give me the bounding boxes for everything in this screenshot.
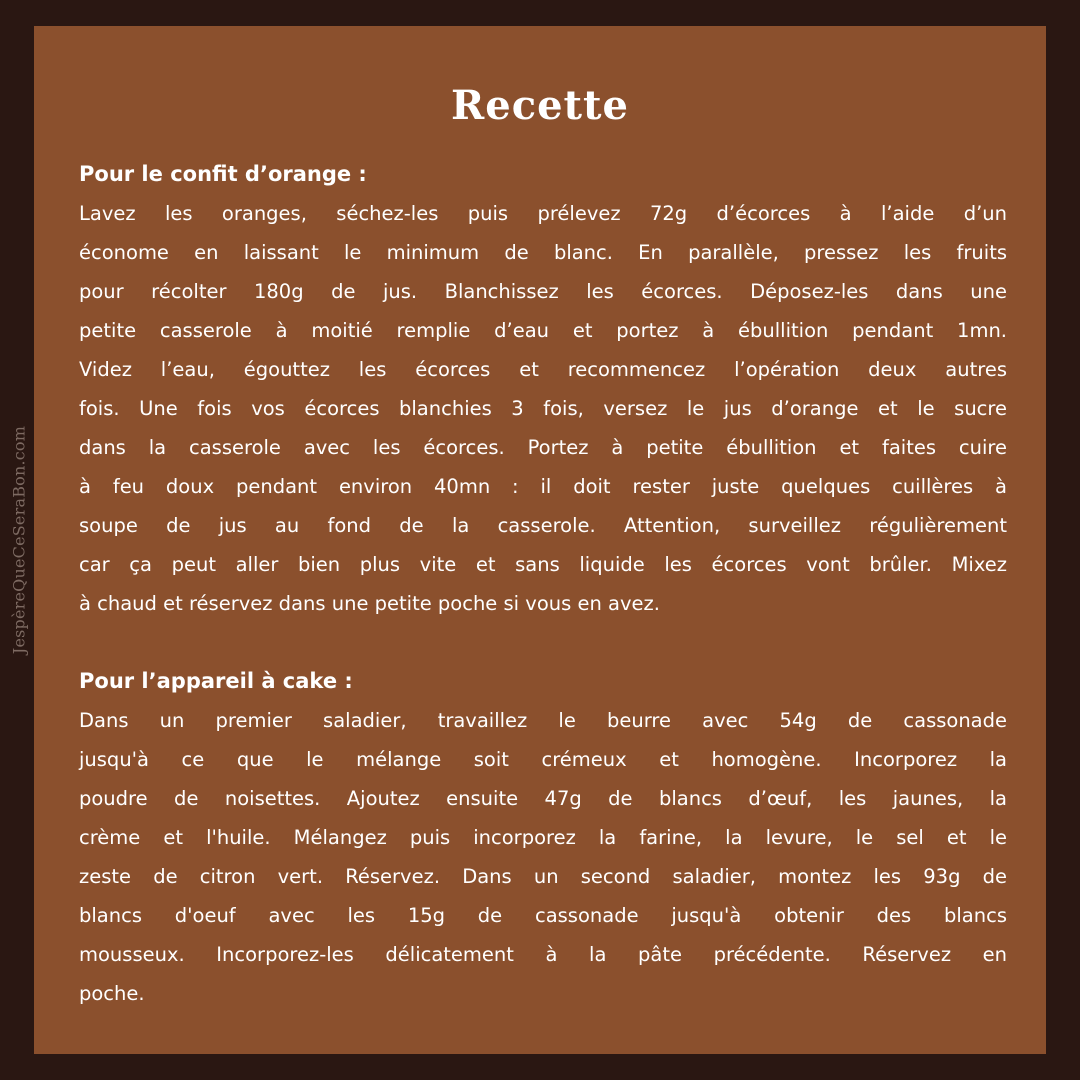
section-body — [79, 701, 1007, 1013]
recipe-card — [34, 26, 1046, 1054]
body-line: Videz l’eau, égouttez les écorces et recommencez l’opération deux autres — [79, 358, 1007, 381]
body-line: à chaud et réservez dans une petite poche si vous en avez. — [79, 592, 660, 615]
body-line: soupe de jus au fond de la casserole. Attention, surveillez régulièrement — [79, 514, 1007, 537]
body-line: poche. — [79, 982, 145, 1005]
body-line: Dans un premier saladier, travaillez le beurre avec 54g de cassonade — [79, 709, 1007, 732]
body-line: dans la casserole avec les écorces. Portez à petite ébullition et faites cuire — [79, 436, 1007, 459]
body-line: jusqu'à ce que le mélange soit crémeux et homogène. Incorporez la — [79, 748, 1007, 771]
site-watermark: JespèreQueCeSeraBon.com — [9, 425, 29, 655]
body-line: mousseux. Incorporez-les délicatement à la pâte précédente. Réservez en — [79, 943, 1007, 966]
recipe-section-cake — [79, 662, 1007, 1013]
section-heading: Pour le confit d’orange : — [79, 162, 367, 186]
body-line: Lavez les oranges, séchez-les puis prélevez 72g d’écorces à l’aide d’un — [79, 202, 1007, 225]
section-body — [79, 194, 1007, 623]
body-line: poudre de noisettes. Ajoutez ensuite 47g de blancs d’œuf, les jaunes, la — [79, 787, 1007, 810]
page-title: Recette — [451, 82, 629, 129]
body-line: blancs d'oeuf avec les 15g de cassonade jusqu'à obtenir des blancs — [79, 904, 1007, 927]
body-line: à feu doux pendant environ 40mn : il doit rester juste quelques cuillères à — [79, 475, 1007, 498]
body-line: fois. Une fois vos écorces blanchies 3 fois, versez le jus d’orange et le sucre — [79, 397, 1007, 420]
body-line: car ça peut aller bien plus vite et sans liquide les écorces vont brûler. Mixez — [79, 553, 1007, 576]
body-line: économe en laissant le minimum de blanc. En parallèle, pressez les fruits — [79, 241, 1007, 264]
recipe-section-confit — [79, 155, 1007, 623]
body-line: petite casserole à moitié remplie d’eau et portez à ébullition pendant 1mn. — [79, 319, 1007, 342]
section-heading: Pour l’appareil à cake : — [79, 669, 353, 693]
body-line: pour récolter 180g de jus. Blanchissez les écorces. Déposez-les dans une — [79, 280, 1007, 303]
body-line: crème et l'huile. Mélangez puis incorporez la farine, la levure, le sel et le — [79, 826, 1007, 849]
body-line: zeste de citron vert. Réservez. Dans un second saladier, montez les 93g de — [79, 865, 1007, 888]
